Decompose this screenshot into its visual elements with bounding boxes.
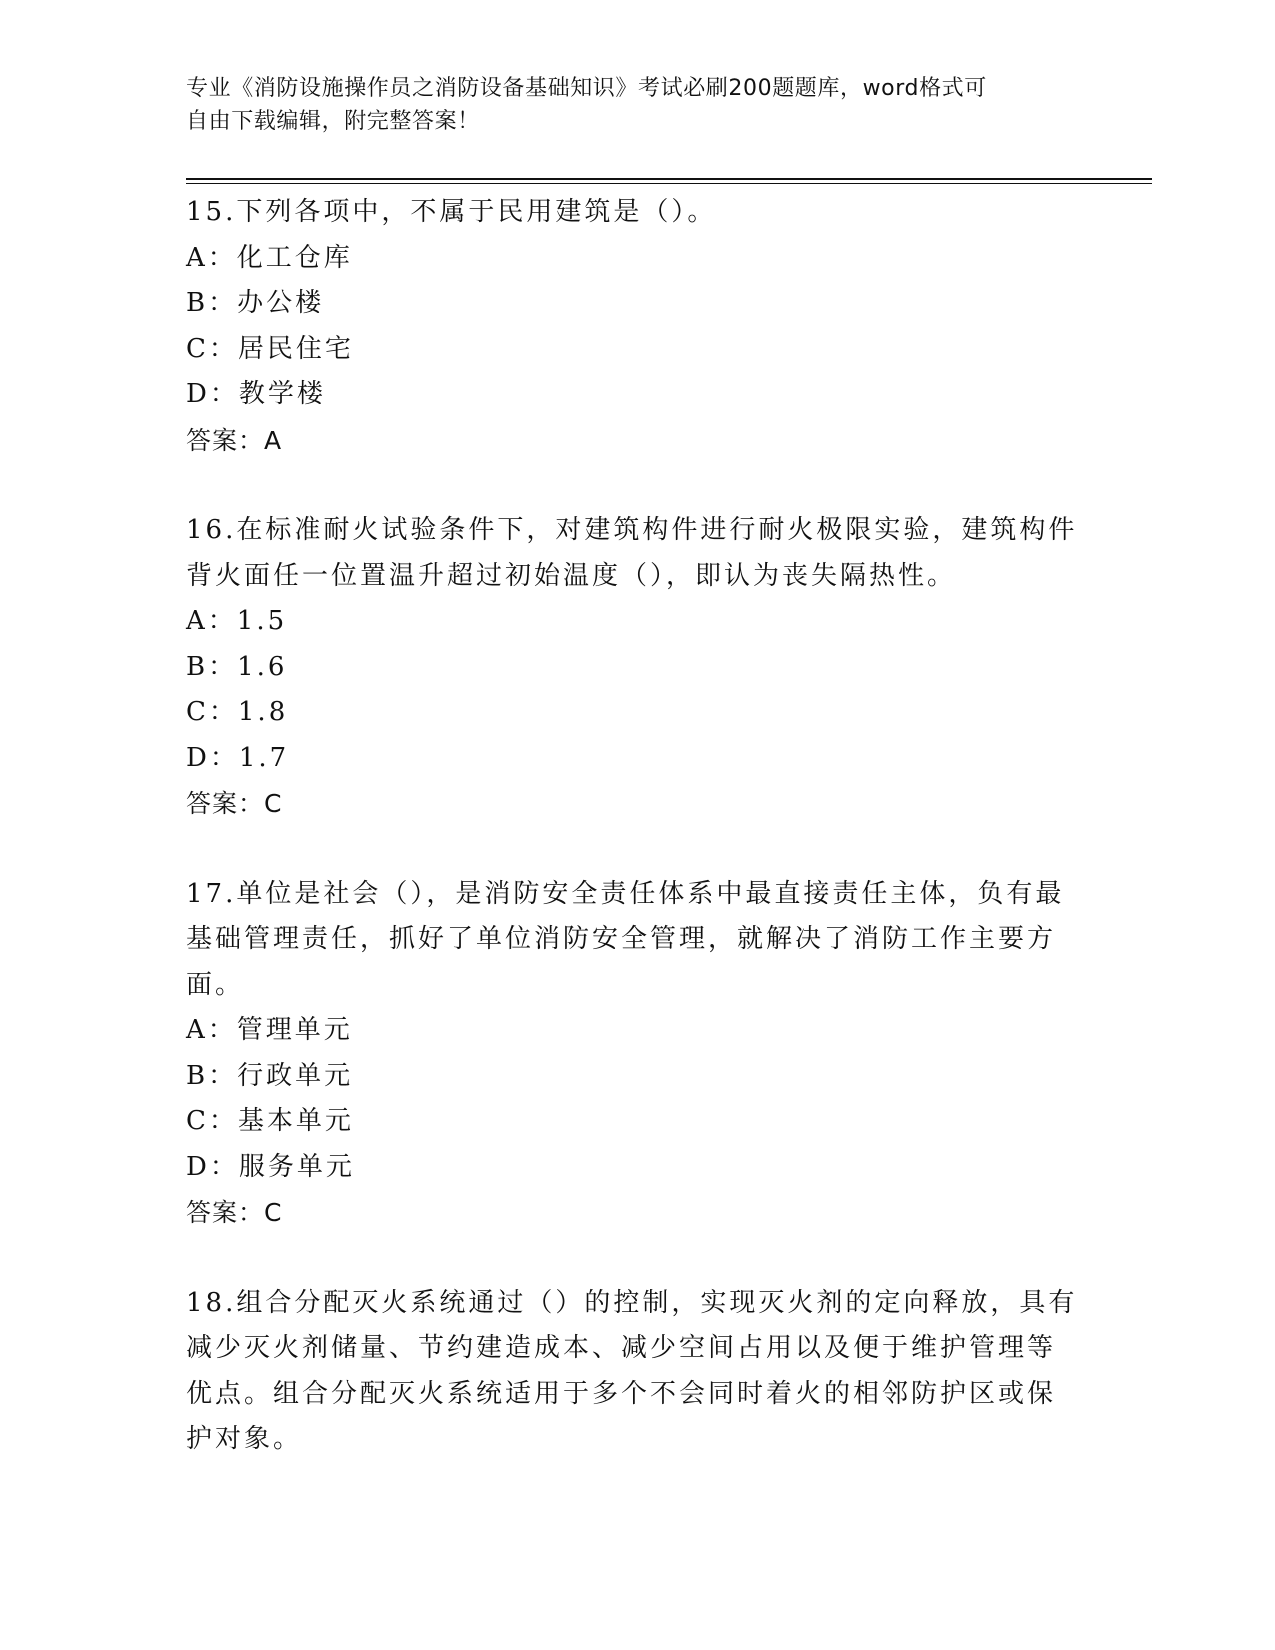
option-b: B：办公楼 (186, 288, 325, 318)
option-a: A：化工仓库 (186, 242, 353, 273)
option-b: B：1.6 (186, 651, 288, 682)
option-c: C：基本单元 (186, 1106, 354, 1136)
question-stem-line: 18.组合分配灭火系统通过（）的控制，实现灭火剂的定向释放，具有 (186, 1287, 1078, 1318)
question-stem-line: 16.在标准耐火试验条件下，对建筑构件进行耐火极限实验，建筑构件 (186, 515, 1078, 545)
question-stem-line: 护对象。 (186, 1424, 303, 1454)
question-stem-line: 优点。组合分配灭火系统适用于多个不会同时着火的相邻防护区或保 (186, 1378, 1057, 1409)
option-d: D：1.7 (186, 742, 290, 773)
header-line: 自由下载编辑，附完整答案！ (186, 109, 480, 134)
header-divider (186, 178, 1152, 180)
answer: 答案：C (186, 789, 283, 818)
answer: 答案：A (186, 425, 283, 455)
option-c: C：1.8 (186, 697, 289, 727)
question-stem-line: 减少灭火剂储量、节约建造成本、减少空间占用以及便于维护管理等 (186, 1333, 1057, 1363)
question-18 (186, 1281, 1086, 1463)
option-a: A：管理单元 (186, 1015, 353, 1045)
option-c: C：居民住宅 (186, 333, 354, 364)
header-divider (186, 183, 1152, 184)
question-15 (186, 190, 1086, 463)
option-b: B：行政单元 (186, 1060, 354, 1091)
question-stem (186, 1281, 1086, 1463)
question-stem (186, 872, 1086, 1009)
question-stem-line: 17.单位是社会（），是消防安全责任体系中最直接责任主体，负有最 (186, 878, 1065, 909)
question-stem-line: 背火面任一位置温升超过初始温度（），即认为丧失隔热性。 (186, 560, 957, 591)
option-a: A：1.5 (186, 606, 288, 636)
question-17 (186, 872, 1086, 1236)
spacer (186, 827, 1086, 872)
spacer (186, 1236, 1086, 1281)
spacer (186, 463, 1086, 508)
question-list (186, 190, 1086, 1463)
question-stem (186, 508, 1086, 599)
answer: 答案：C (186, 1198, 283, 1227)
document-header (186, 72, 1066, 138)
option-d: D：教学楼 (186, 379, 326, 409)
question-stem (186, 190, 1086, 236)
header-line: 专业《消防设施操作员之消防设备基础知识》考试必刷200题题库，word格式可 (186, 76, 987, 101)
question-stem-line: 基础管理责任，抓好了单位消防安全管理，就解决了消防工作主要方 (186, 924, 1057, 954)
question-16 (186, 508, 1086, 827)
question-stem-line: 15.下列各项中，不属于民用建筑是（）。 (186, 197, 717, 227)
question-stem-line: 面。 (186, 969, 245, 1000)
option-d: D：服务单元 (186, 1151, 355, 1182)
